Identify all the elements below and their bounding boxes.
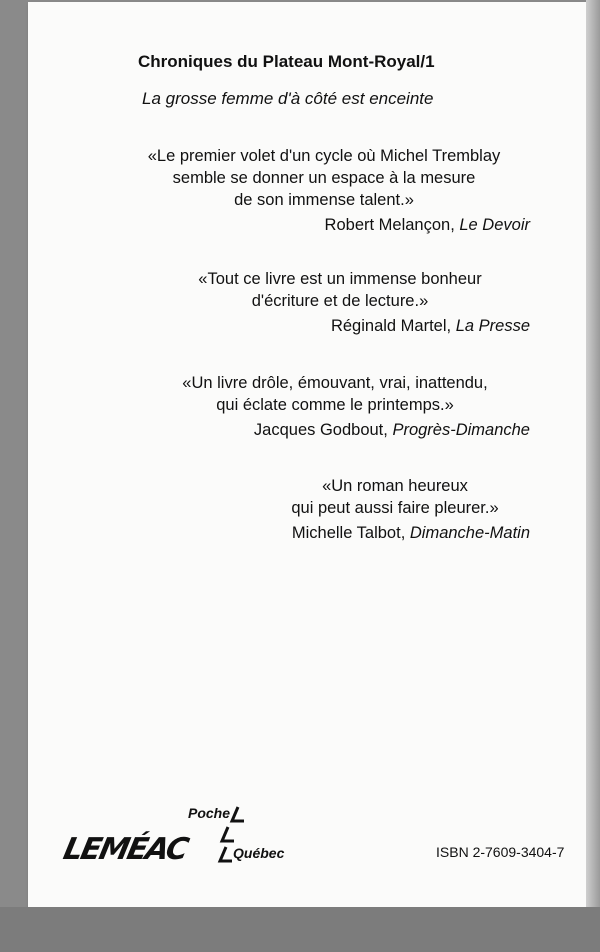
quote-attribution [150,315,530,337]
quote-line: «Le premier volet d'un cycle où Michel Tremblay [147,147,501,165]
collection-logo-bottom: Québec [233,845,285,861]
book-title: La grosse femme d'à côté est enceinte [142,89,434,108]
book-back-cover [28,2,590,907]
quote-attribution [118,214,530,236]
review-quote-3 [140,372,530,441]
quote-attribution [140,419,530,441]
quote-line: qui éclate comme le printemps.» [216,396,454,414]
series-title: Chroniques du Plateau Mont-Royal/1 [138,52,435,71]
scan-edge [586,0,600,952]
quote-publication: Le Devoir [459,216,530,234]
quote-attribution [260,522,530,544]
quote-line: «Un livre drôle, émouvant, vrai, inattendu, [182,374,488,392]
isbn: ISBN 2-7609-3404-7 [436,844,565,860]
quote-publication: Progrès-Dimanche [392,421,530,439]
quote-line: qui peut aussi faire pleurer.» [291,499,499,517]
collection-logo [188,805,298,865]
review-quote-1 [118,145,530,236]
quote-line: de son immense talent.» [234,191,414,209]
quote-publication: La Presse [455,317,530,335]
scan-background [0,907,600,952]
quote-author: Jacques Godbout, [253,421,393,439]
quote-line: d'écriture et de lecture.» [251,292,429,310]
quote-author: Robert Melançon, [324,216,460,234]
review-quote-2 [150,268,530,337]
quote-author: Réginald Martel, [330,317,456,335]
quote-line: semble se donner un espace à la mesure [172,169,476,187]
quote-author: Michelle Talbot, [291,524,410,542]
publisher-logo: LEMÉAC [60,832,191,867]
review-quote-4 [260,475,530,544]
quote-publication: Dimanche-Matin [409,524,530,542]
quote-line: «Tout ce livre est un immense bonheur [198,270,482,288]
collection-logo-top: Poche [188,805,231,821]
quote-line: «Un roman heureux [322,477,468,495]
